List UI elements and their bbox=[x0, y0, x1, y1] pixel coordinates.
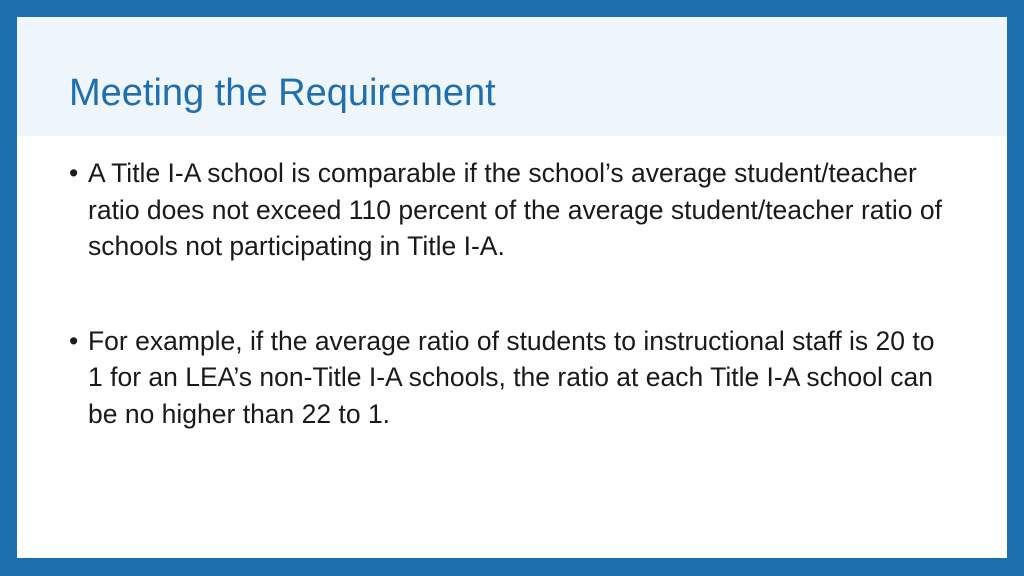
bullet-text: For example, if the average ratio of students to instructional staff is 20 to 1 for an LEA’s non-Title I-A schools, the ratio at each Title I-A school can be no higher than 22 to 1. bbox=[88, 325, 935, 429]
bullet-marker: • bbox=[69, 158, 79, 188]
slide-title: Meeting the Requirement bbox=[69, 72, 496, 114]
bullet-item bbox=[69, 155, 949, 265]
bullet-text: A Title I-A school is comparable if the school’s average student/teacher ratio does not exceed 110 percent of the average student/teacher ratio of schools not participating in Title I-A. bbox=[88, 158, 942, 261]
slide bbox=[17, 17, 1007, 558]
title-band bbox=[17, 17, 1007, 136]
bullet-marker: • bbox=[69, 325, 79, 356]
bullet-list bbox=[69, 155, 949, 490]
bullet-item bbox=[69, 323, 949, 433]
